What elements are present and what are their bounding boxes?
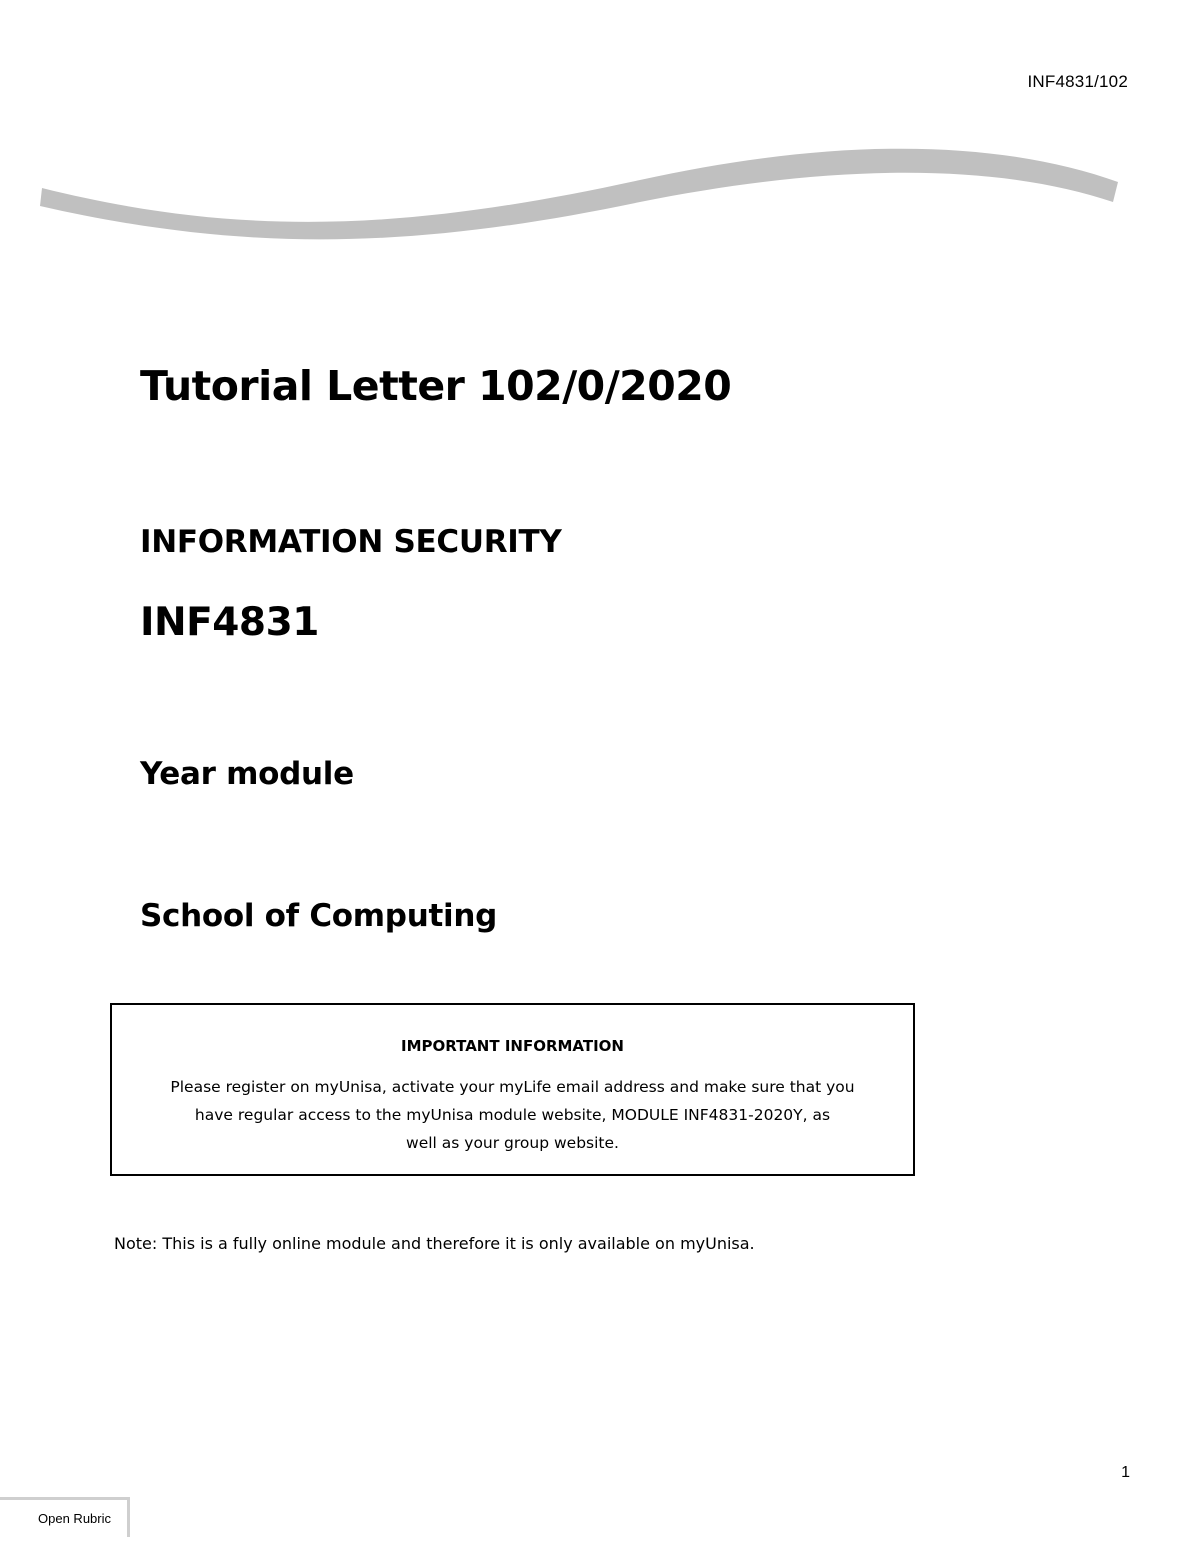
open-rubric-button[interactable]: Open Rubric [0, 1497, 130, 1537]
important-information-box [110, 1003, 915, 1176]
important-information-title: IMPORTANT INFORMATION [401, 1037, 624, 1055]
online-module-note [114, 1234, 755, 1253]
note-label: Note: [114, 1234, 158, 1253]
decorative-swoosh [0, 120, 1200, 260]
module-type: Year module [140, 756, 354, 792]
important-information-line: Please register on myUnisa, activate your myLife email address and make sure that you [170, 1078, 855, 1096]
page-number: 1 [1121, 1464, 1130, 1481]
important-information-line: have regular access to the myUnisa module website, MODULE INF4831-2020Y, as [194, 1106, 831, 1124]
important-information-line: well as your group website. [406, 1134, 619, 1152]
note-text: This is a fully online module and therefore it is only available on myUnisa. [157, 1234, 755, 1253]
module-code: INF4831 [140, 600, 319, 645]
swoosh-band [40, 149, 1118, 240]
document-code-header: INF4831/102 [1027, 72, 1128, 91]
school-name: School of Computing [140, 898, 497, 934]
important-information-text [118, 1073, 908, 1157]
subject-heading: INFORMATION SECURITY [140, 524, 562, 560]
tutorial-letter-title: Tutorial Letter 102/0/2020 [140, 362, 732, 410]
